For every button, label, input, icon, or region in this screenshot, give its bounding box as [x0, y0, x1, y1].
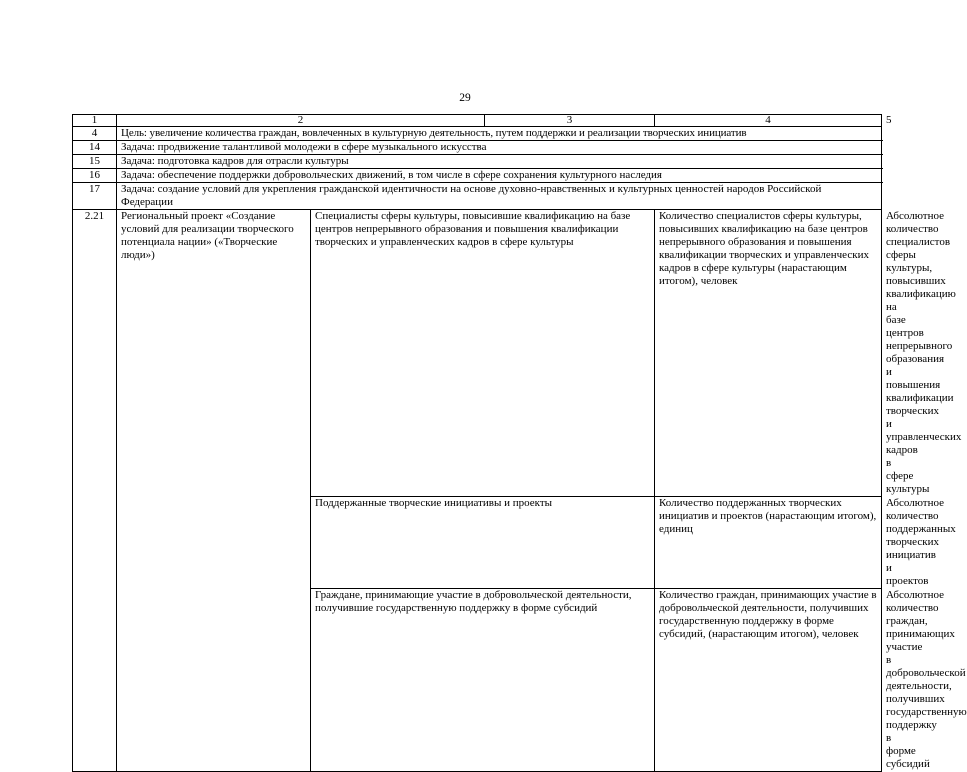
row-number: 17 [73, 183, 117, 210]
indicator-cell: Количество специалистов сферы культуры, повысивших квалификацию на базе центров непрерывного образования и повышения квалификации творческих и управленческих кадров в сфере культуры (нарастающим итогом), человек [655, 210, 882, 497]
row-number: 16 [73, 169, 117, 183]
row-text: Задача: подготовка кадров для отрасли культуры [117, 155, 882, 169]
row-number: 14 [73, 141, 117, 155]
project-name-cell: Региональный проект «Создание условий для реализации творческого потенциала нации» («Творческие люди») [117, 210, 311, 772]
row-number: 15 [73, 155, 117, 169]
table-row [73, 155, 882, 169]
page-number: 29 [459, 92, 471, 104]
column-number-cell: 1 [73, 115, 117, 127]
result-cell: Специалисты сферы культуры, повысившие квалификацию на базе центров непрерывного образования и повышения квалификации творческих и управленческих кадров в сфере культуры [311, 210, 655, 497]
row-number: 2.21 [73, 210, 117, 772]
table-header-row: 1 2 3 4 5 [73, 115, 882, 127]
table-row: 2.21 Региональный проект «Создание условий для реализации творческого потенциала нации» («Творческие люди») Специалисты сферы культуры, повысившие квалификацию на базе центров непрерывного образования и повышения квалификации творческих и управленческих кадров в сфере культуры Количество специалистов сферы культуры, повысивших квалификацию на базе центров непрерывного образования и повышения квалификации творческих и управленческих кадров в сфере культуры (нарастающим итогом), человек Абсолютное количество специалистов сферы культуры, повысивших квалификацию на базе центров непрерывного образования и повышения квалификации творческих и управленческих кадров в сфере культуры [73, 210, 882, 497]
table-row [73, 169, 882, 183]
row-text: Цель: увеличение количества граждан, вовлеченных в культурную деятельность, путем поддержки и реализации творческих инициатив [117, 127, 882, 141]
row-text: Задача: обеспечение поддержки добровольческих движений, в том числе в сфере сохранения культурного наследия [117, 169, 882, 183]
row-text: Задача: продвижение талантливой молодежи в сфере музыкального искусства [117, 141, 882, 155]
column-number-cell: 2 [117, 115, 485, 127]
column-number-cell: 3 [485, 115, 655, 127]
indicator-cell: Количество поддержанных творческих инициатив и проектов (нарастающим итогом), единиц [655, 497, 882, 589]
table-row [73, 183, 882, 210]
document-table [72, 114, 967, 772]
table-row [73, 127, 882, 141]
table-row [73, 141, 882, 155]
column-number-cell: 4 [655, 115, 882, 127]
result-cell: Граждане, принимающие участие в добровольческой деятельности, получившие государственную поддержку в форме субсидий [311, 589, 655, 772]
row-text: Задача: создание условий для укрепления гражданской идентичности на основе духовно-нравственных и культурных ценностей народов Российской Федерации [117, 183, 882, 210]
table-row: Поддержанные творческие инициативы и проекты Количество поддержанных творческих инициатив и проектов (нарастающим итогом), единиц Абсолютное количество поддержанных творческих инициатив и проектов [73, 497, 882, 589]
table-row: Граждане, принимающие участие в добровольческой деятельности, получившие государственную поддержку в форме субсидий Количество граждан, принимающих участие в добровольческой деятельности, получивших государственную поддержку в форме субсидий, (нарастающим итогом), человек Абсолютное количество граждан, принимающих участие в добровольческой деятельности, получивших государственную поддержку в форме субсидий [73, 589, 882, 772]
indicator-cell: Количество граждан, принимающих участие в добровольческой деятельности, получивших государственную поддержку в форме субсидий, (нарастающим итогом), человек [655, 589, 882, 772]
result-cell: Поддержанные творческие инициативы и проекты [311, 497, 655, 589]
row-number: 4 [73, 127, 117, 141]
